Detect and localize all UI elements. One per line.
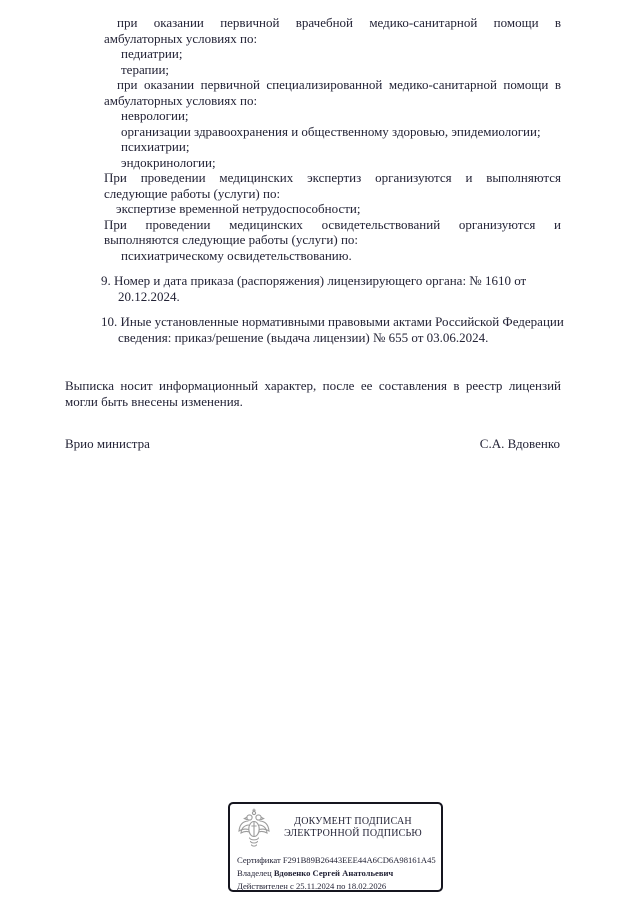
stamp-title (271, 816, 433, 841)
document-page (0, 15, 625, 898)
signer-position: Врио министра (65, 436, 150, 451)
validity-line: Действителен с 25.11.2024 по 18.02.2026 (237, 881, 387, 892)
certificate-value: F291B89B26443EEE44A6CD6A98161A45 (282, 855, 436, 865)
works-paragraph: при оказании первичной врачебной медико-санитарной помощи в амбулаторных условиях по: (104, 15, 561, 46)
signature-row (65, 436, 560, 452)
works-sub-item: организации здравоохранения и общественному здоровью, эпидемиологии; (121, 123, 541, 139)
works-paragraph: при оказании первичной специализированной медико-санитарной помощи в амбулаторных условиях по: (104, 77, 561, 108)
stamp-title-line1: ДОКУМЕНТ ПОДПИСАН (294, 815, 412, 827)
works-sub-item: терапии; (121, 61, 170, 77)
works-paragraph: При проведении медицинских освидетельствований организуются и выполняются следующие работы (услуги) по: (104, 216, 561, 247)
owner-line (237, 867, 433, 880)
certificate-label: Сертификат (237, 855, 281, 865)
item-9-order-number: 9. Номер и дата приказа (распоряжения) лицензирующего органа: № 1610 от 20.12.2024. (101, 273, 527, 304)
works-sub-item: педиатрии; (121, 46, 183, 61)
signer-name: С.А. Вдовенко (479, 436, 560, 451)
works-sub-item: эндокринологии; (121, 154, 216, 170)
works-sub-item: экспертизе временной нетрудоспособности; (116, 201, 361, 216)
license-works-list (104, 15, 561, 263)
stamp-header (237, 808, 433, 850)
item-10-other-info: 10. Иные установленные нормативными правовыми актами Российской Федерации сведения: приказ/решение (выдача лицензии) № 655 от 03.06.2024. (101, 314, 564, 345)
works-sub-item: психиатрии; (121, 139, 190, 154)
informational-note: Выписка носит информационный характер, после ее составления в реестр лицензий могли быть внесены изменения. (65, 378, 561, 409)
owner-label: Владелец (237, 868, 272, 879)
coat-of-arms-icon (237, 808, 271, 850)
stamp-title-line2: ЭЛЕКТРОННОЙ ПОДПИСЬЮ (284, 828, 422, 839)
electronic-signature-stamp (228, 802, 443, 892)
works-paragraph: При проведении медицинских экспертиз организуются и выполняются следующие работы (услуги) по: (104, 170, 561, 201)
stamp-details (237, 854, 436, 894)
works-sub-item: неврологии; (121, 108, 189, 123)
works-sub-item: психиатрическому освидетельствованию. (121, 247, 352, 263)
owner-name: Вдовенко Сергей Анатольевич (273, 868, 394, 879)
certificate-line (237, 854, 436, 867)
